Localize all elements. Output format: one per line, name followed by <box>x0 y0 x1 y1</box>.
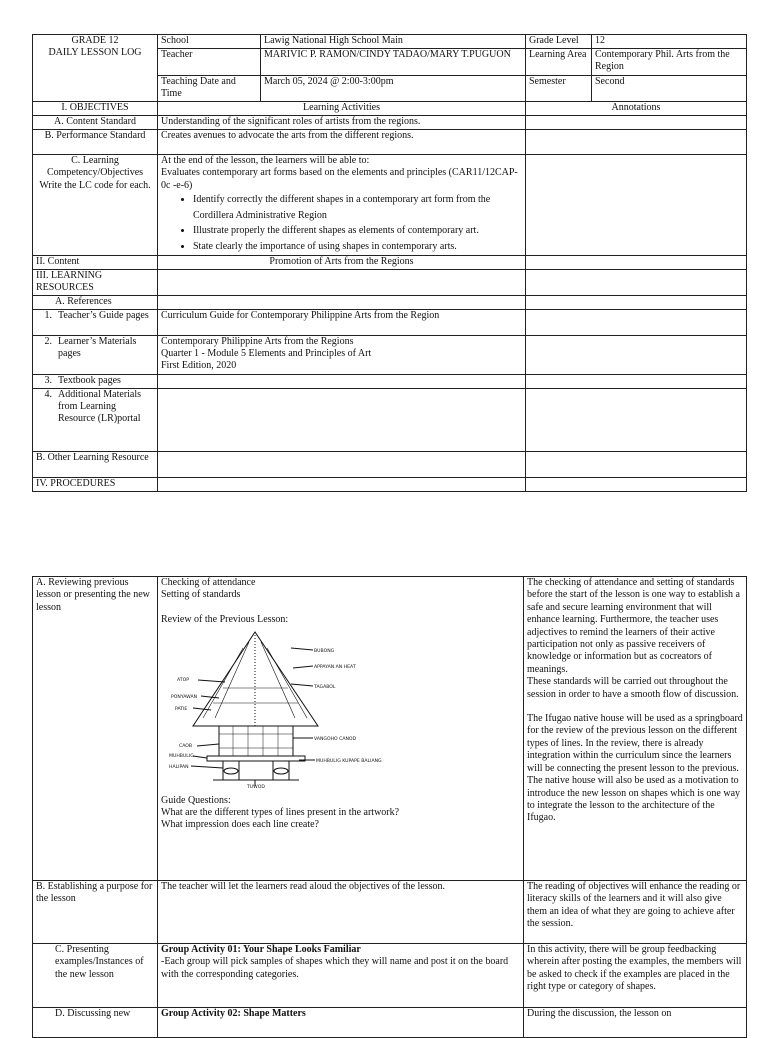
presenting-label: C. Presenting examples/Instances of the new lesson <box>33 944 158 1008</box>
content-standard-value: Understanding of the significant roles of artists from the regions. <box>158 116 526 130</box>
label-halipan: HALIPAN <box>169 765 189 771</box>
group-activity-title: Group Activity 02: Shape Matters <box>161 1008 306 1019</box>
label-vangoho: VANGOHO CANOD <box>314 737 357 743</box>
textbook-value <box>158 374 526 388</box>
textbook-label <box>33 374 158 388</box>
discussing-cell <box>158 1008 524 1038</box>
presenting-cell <box>158 944 524 1008</box>
content-value: Promotion of Arts from the Regions <box>158 255 526 269</box>
content-annotation <box>526 255 747 269</box>
school-label: School <box>158 35 261 49</box>
item-label: Textbook pages <box>58 374 121 386</box>
competency-bullets <box>161 192 522 254</box>
performance-standard-value: Creates avenues to advocate the arts from the different regions. <box>158 130 526 155</box>
competency-annotation <box>526 155 747 256</box>
competency-bullet: • Identify correctly the different shapes in a contemporary art form from the Cordillera Administrative Region <box>193 192 522 223</box>
performance-standard-annotation <box>526 130 747 155</box>
purpose-value: The teacher will let the learners read aloud the objectives of the lesson. <box>158 881 524 944</box>
learning-area-value: Contemporary Phil. Arts from the Region <box>592 49 747 76</box>
group-activity-title: Group Activity 01: Your Shape Looks Familiar <box>161 944 361 955</box>
competency-label: C. Learning Competency/Objectives Write the LC code for each. <box>33 155 158 256</box>
competency-intro: At the end of the lesson, the learners will be able to: <box>161 155 370 166</box>
label-atop: ATOP <box>177 678 189 684</box>
references-label: A. References <box>33 295 158 309</box>
additional-materials-value <box>158 388 526 451</box>
log-title-grade: GRADE 12 <box>71 35 119 46</box>
references-value <box>158 295 526 309</box>
other-resource-value <box>158 451 526 477</box>
learners-materials-label <box>33 335 158 374</box>
semester-value: Second <box>592 76 747 102</box>
competency-bullet: • State clearly the importance of using shapes in contemporary arts. <box>193 239 522 255</box>
lesson-log-table <box>32 34 747 492</box>
label-patie: PATIE <box>175 707 188 713</box>
procedures-label: IV. PROCEDURES <box>33 477 158 491</box>
teachers-guide-label <box>33 309 158 335</box>
other-resource-label: B. Other Learning Resource <box>33 451 158 477</box>
competency-cell <box>158 155 526 256</box>
lm-line: First Edition, 2020 <box>161 360 237 372</box>
ifugao-house-diagram <box>163 628 382 791</box>
annotation-paragraph: These standards will be carried out throughout the session in order to have a smooth flow of discussion. <box>527 676 739 700</box>
lm-line: Contemporary Philippine Arts from the Regions <box>161 335 354 347</box>
guide-questions-heading: Guide Questions: <box>161 794 231 806</box>
textbook-annotation <box>526 374 747 388</box>
learning-resources-label: III. LEARNING RESOURCES <box>33 269 158 295</box>
annotations-header: Annotations <box>526 102 747 116</box>
date-label: Teaching Date and Time <box>158 76 261 102</box>
label-appayan: APPAYAN AN HEAT <box>314 665 356 671</box>
item-number: 3. <box>44 374 52 386</box>
purpose-annotation: The reading of objectives will enhance the reading or literacy skills of the learners and it will also give them an idea of what they are going to achieve after the session. <box>524 881 747 944</box>
learning-area-label: Learning Area <box>526 49 592 76</box>
performance-standard-label: B. Performance Standard <box>33 130 158 155</box>
learning-resources-annotation <box>526 269 747 295</box>
review-heading: Review of the Previous Lesson: <box>161 613 289 625</box>
item-label: Learner’s Materials pages <box>58 335 137 359</box>
log-title-daily: DAILY LESSON LOG <box>48 47 142 59</box>
item-label: Additional Materials from Learning Resource (LR)portal <box>58 388 142 425</box>
learning-activities-header: Learning Activities <box>158 102 526 116</box>
label-muhbulig-right: MUHBULIG KUPAPE BALIANG <box>316 759 382 765</box>
grade-level-label: Grade Level <box>526 35 592 49</box>
learners-materials-value <box>158 335 526 374</box>
presenting-annotation: In this activity, there will be group feedbacking wherein after posting the examples, the members will be asked to check if the examples are placed in the right type or category of shapes. <box>524 944 747 1008</box>
item-label: Teacher’s Guide pages <box>58 309 149 321</box>
discussing-annotation: During the discussion, the lesson on <box>524 1008 747 1038</box>
teacher-value: MARIVIC P. RAMON/CINDY TADAO/MARY T.PUGUON <box>261 49 526 76</box>
item-number: 1. <box>44 309 52 321</box>
other-resource-annotation <box>526 451 747 477</box>
content-standard-label: A. Content Standard <box>33 116 158 130</box>
label-tuwod: TUWOD <box>247 785 265 791</box>
content-standard-annotation <box>526 116 747 130</box>
teacher-label: Teacher <box>158 49 261 76</box>
label-ponyawan: PONYAWAN <box>171 695 198 701</box>
review-annotation <box>524 577 747 881</box>
label-tagabol: TAGABOL <box>314 685 336 691</box>
discussing-label: D. Discussing new <box>33 1008 158 1038</box>
item-number: 4. <box>44 388 52 400</box>
content-label: II. Content <box>33 255 158 269</box>
objectives-label: I. OBJECTIVES <box>33 102 158 116</box>
review-cell <box>158 577 524 881</box>
guide-question: What impression does each line create? <box>161 819 319 831</box>
annotation-paragraph: The Ifugao native house will be used as a springboard for the review of the previous lesson on the different types of lines. In the review, there is already integration within the curriculum since the learners will be connecting the present lesson to the previous. The native house will also be used as a motivation to introduce the new lesson on shapes which is one way to integrate the lesson to the architecture of the Ifugao. <box>527 713 743 824</box>
standards-line: Setting of standards <box>161 589 241 601</box>
lm-line: Quarter 1 - Module 5 Elements and Principles of Art <box>161 348 372 359</box>
procedures-value <box>158 477 526 491</box>
annotation-paragraph: The checking of attendance and setting of standards before the start of the lesson is one way to establish a safe and secure learning environment that will enhance learning. Furthermore, the teacher uses adjectives to remind the learners of their active participation not only as passive receivers of knowledge or information but as cocreators of meanings. <box>527 577 740 675</box>
competency-bullet: • Illustrate properly the different shapes as elements of contemporary art. <box>193 223 522 239</box>
teachers-guide-annotation <box>526 309 747 335</box>
date-value: March 05, 2024 @ 2:00-3:00pm <box>261 76 526 102</box>
additional-materials-label <box>33 388 158 451</box>
school-value: Lawig National High School Main <box>261 35 526 49</box>
review-label: A. Reviewing previous lesson or presenting the new lesson <box>33 577 158 881</box>
label-caob: CAOB <box>179 744 193 750</box>
group-activity-text: -Each group will pick samples of shapes which they will name and post it on the board with the corresponding categories. <box>161 956 509 980</box>
label-bubong: BUBONG <box>314 649 335 655</box>
learning-resources-value <box>158 269 526 295</box>
learners-materials-annotation <box>526 335 747 374</box>
teachers-guide-value: Curriculum Guide for Contemporary Philippine Arts from the Region <box>158 309 526 335</box>
procedures-table <box>32 576 747 1038</box>
additional-materials-annotation <box>526 388 747 451</box>
competency-main: Evaluates contemporary art forms based on the elements and principles (CAR11/12CAP-0c -e-6) <box>161 167 518 191</box>
references-annotation <box>526 295 747 309</box>
item-number: 2. <box>44 335 52 347</box>
procedures-annotation <box>526 477 747 491</box>
guide-question: What are the different types of lines present in the artwork? <box>161 807 400 819</box>
purpose-label: B. Establishing a purpose for the lesson <box>33 881 158 944</box>
attendance-line: Checking of attendance <box>161 577 256 588</box>
grade-level-value: 12 <box>592 35 747 49</box>
semester-label: Semester <box>526 76 592 102</box>
log-title <box>33 35 158 102</box>
label-muhbulig: MUHBULIG <box>169 754 194 760</box>
